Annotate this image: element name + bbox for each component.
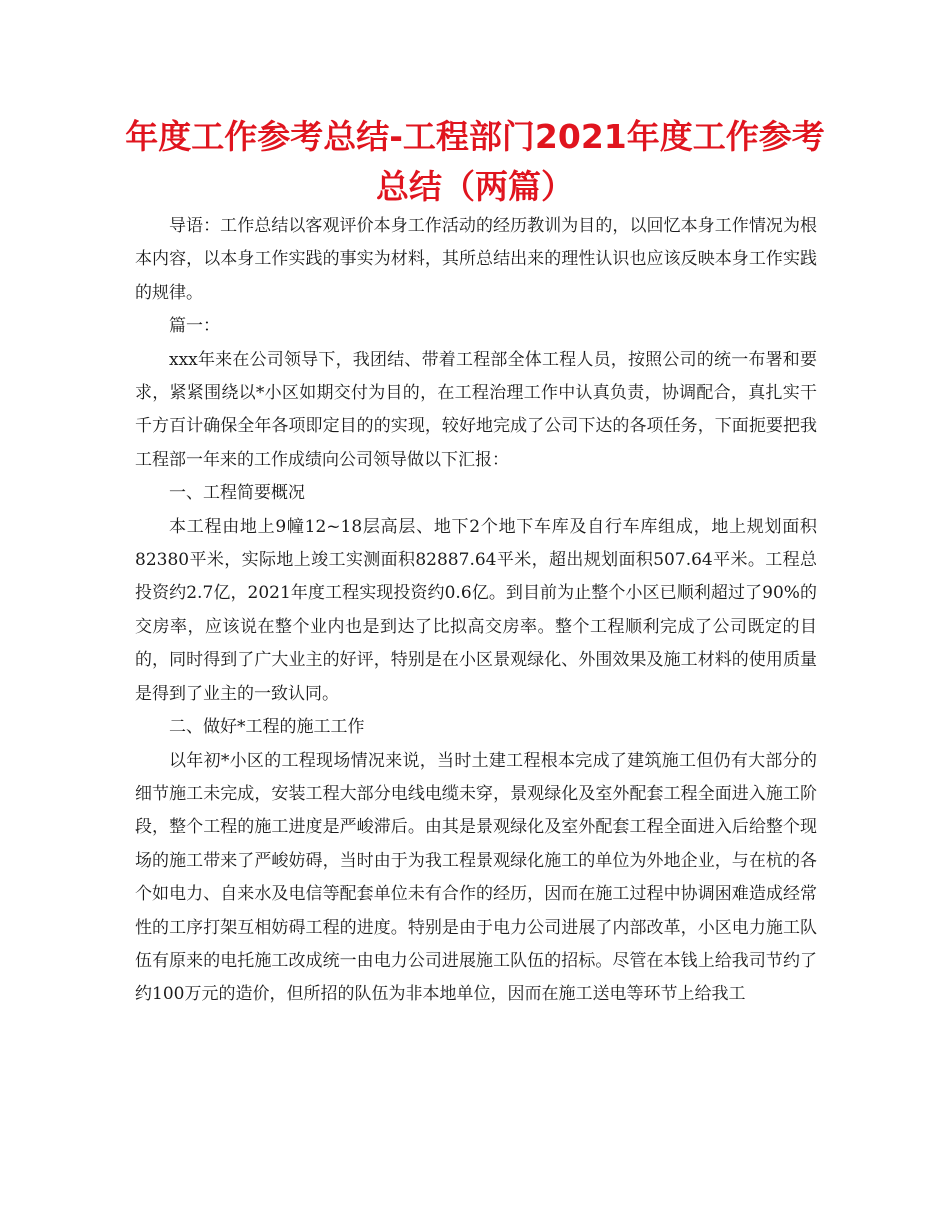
summary-paragraph: xxx年来在公司领导下，我团结、带着工程部全体工程人员，按照公司的统一布署和要求，紧紧围绕以*小区如期交付为目的，在工程治理工作中认真负责，协调配合，真扎实干千方百计确保全年各项即定目的的实现，较好地完成了公司下达的各项任务，下面扼要把我工程部一年来的工作成绩向公司领导做以下汇报： [135,349,817,470]
construction-paragraph: 以年初*小区的工程现场情况来说，当时土建工程根本完成了建筑施工但仍有大部分的细节施工未完成，安装工程大部分电线电缆未穿，景观绿化及室外配套工程全面进入施工阶段，整个工程的施工进度是严峻滞后。由其是景观绿化及室外配套工程全面进入后给整个现场的施工带来了严峻妨碍，当时由于为我工程景观绿化施工的单位为外地企业，与在杭的各个如电力、自来水及电信等配套单位未有合作的经历，因而在施工过程中协调困难造成经常性的工序打架互相妨碍工程的进度。特别是由于电力公司进展了内部改革，小区电力施工队伍有原来的电托施工改成统一由电力公司进展施工队伍的招标。尽管在本钱上给我司节约了约100万元的造价，但所招的队伍为非本地单位，因而在施工送电等环节上给我工 [135,750,817,1005]
intro-paragraph: 导语：工作总结以客观评价本身工作活动的经历教训为目的，以回忆本身工作情况为根本内容，以本身工作实践的事实为材料，其所总结出来的理性认识也应该反映本身工作实践的规律。 [135,216,817,303]
overview-paragraph: 本工程由地上9幢12~18层高层、地下2个地下车库及自行车库组成，地上规划面积82380平米，实际地上竣工实测面积82887.64平米，超出规划面积507.64平米。工程总投资约2.7亿，2021年度工程实现投资约0.6亿。到目前为止整个小区已顺利超过了90%的交房率，应该说在整个业内也是到达了比拟高交房率。整个工程顺利完成了公司既定的目的，同时得到了广大业主的好评，特别是在小区景观绿化、外围效果及施工材料的使用质量是得到了业主的一致认同。 [135,516,817,704]
title-line-1: 年度工作参考总结-工程部门2021年度工作参考 [125,117,825,156]
document-title [100,112,850,212]
section-label-part-one: 篇一： [169,316,220,337]
section-heading-overview: 一、工程简要概况 [169,483,305,504]
document-body [135,210,817,1012]
title-line-2: 总结（两篇） [376,167,574,206]
section-heading-construction: 二、做好*工程的施工工作 [169,717,365,738]
